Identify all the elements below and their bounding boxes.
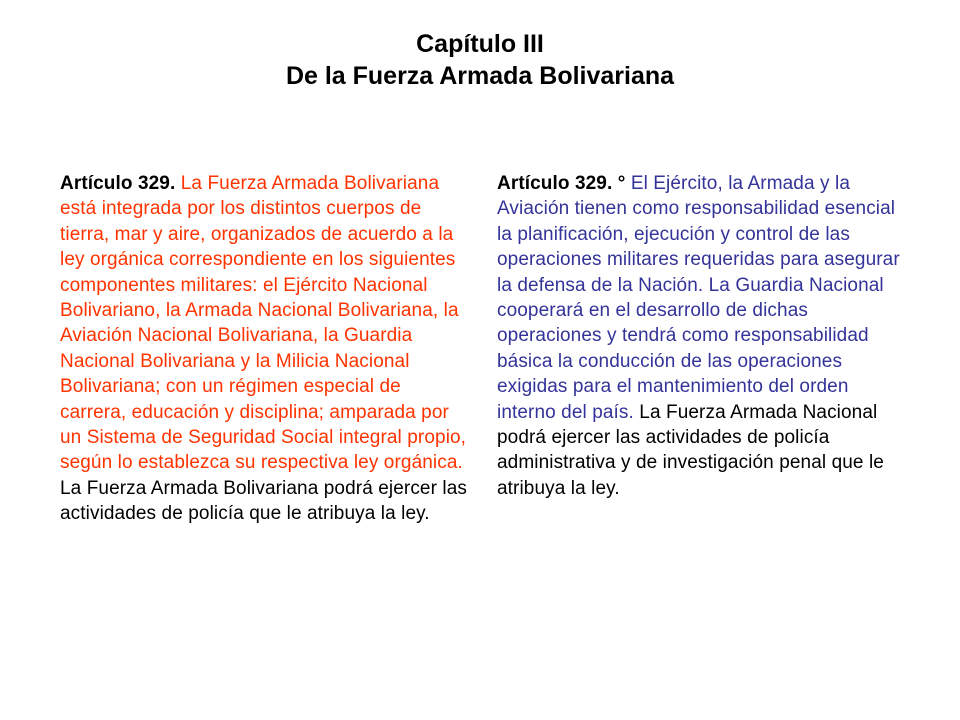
left-article-paragraph <box>60 171 470 476</box>
left-article-body-red: La Fuerza Armada Bolivariana está integrada por los distintos cuerpos de tierra, mar y aire, organizados de acuerdo a la ley orgánica correspondiente en los siguientes componentes militares: el Ejército Nacional Bolivariano, la Armada Nacional Bolivariana, la Aviación Nacional Bolivariana, la Guardia Nacional Bolivariana y la Milicia Nacional Bolivariana; con un régimen especial de carrera, educación y disciplina; amparada por un Sistema de Seguridad Social integral propio, según lo establezca su respectiva ley orgánica. <box>60 173 467 474</box>
title-chapter: Capítulo III <box>416 30 544 58</box>
right-article-body-black: La Fuerza Armada Nacional podrá ejercer las actividades de policía administrativa y de investigación penal que le atribuya la ley. <box>497 401 884 499</box>
right-column-article <box>497 171 912 501</box>
left-article-body-black: La Fuerza Armada Bolivariana podrá ejercer las actividades de policía que le atribuya la ley. <box>60 477 467 525</box>
right-article-label: Artículo 329. ° <box>497 173 626 194</box>
left-column-article <box>60 171 470 527</box>
left-article-label: Artículo 329. <box>60 173 176 194</box>
right-article-body-blue: El Ejército, la Armada y la Aviación tienen como responsabilidad esencial la planificación, ejecución y control de las operaciones militares requeridas para asegurar la defensa de la Nación. La Guardia Nacional cooperará en el desarrollo de dichas operaciones y tendrá como responsabilidad básica la conducción de las operaciones exigidas para el mantenimiento del orden interno del país. <box>497 173 900 423</box>
title-subject: De la Fuerza Armada Bolivariana <box>285 62 675 90</box>
right-article-paragraph <box>497 171 912 501</box>
page-title <box>0 28 960 92</box>
